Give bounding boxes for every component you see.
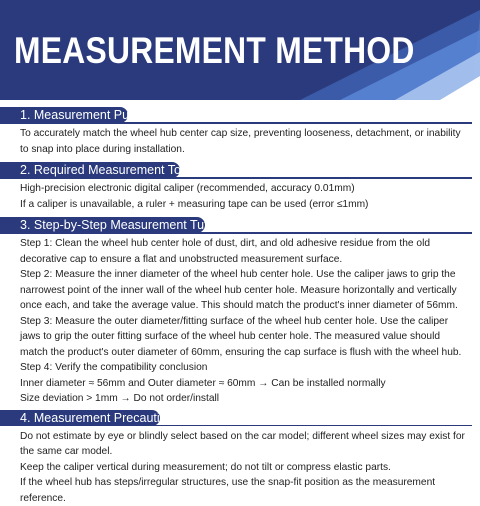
paragraph: Step 4: Verify the compatibility conclusion — [20, 362, 208, 373]
section-heading: 2. Required Measurement Tools — [20, 163, 197, 177]
content-area — [0, 107, 480, 506]
section-header-purpose — [0, 107, 480, 123]
section-header-tutorial — [0, 217, 480, 233]
paragraph: Do not estimate by eye or blindly select based on the car model; different wheel sizes may exist for the same car model. — [20, 430, 465, 457]
header-banner — [0, 0, 480, 100]
paragraph: If a caliper is unavailable, a ruler + measuring tape can be used (error ≤1mm) — [20, 198, 369, 210]
section-heading: 3. Step-by-Step Measurement Tutorial — [20, 218, 232, 232]
section-heading: 4. Measurement Precautions — [20, 410, 180, 425]
paragraph: High-precision electronic digital caliper (recommended, accuracy 0.01mm) — [20, 183, 355, 194]
paragraph: If the wheel hub has steps/irregular structures, use the snap-fit position as the measurement reference. — [20, 477, 436, 504]
paragraph: Step 2: Measure the inner diameter of the wheel hub center hole. Use the caliper jaws to grip the narrowest point of the inner wall of the wheel hub center hole. Measure horizontally and vertically once each, and take the average value. This should match the product's inner diameter of 56mm. — [20, 269, 458, 311]
section-header-tools — [0, 162, 480, 178]
paragraph: Step 3: Measure the outer diameter/fitting surface of the wheel hub center hole. Use the caliper jaws to grip the outer fitting surface of the wheel hub center hole. The measured value should match the product's outer diameter of 60mm, ensuring the cap surface is flush with the wheel hub. — [20, 315, 462, 358]
page-title: MEASUREMENT METHOD — [14, 30, 415, 71]
paragraph: To accurately match the wheel hub center cap size, preventing looseness, detachment, or inability to snap into place during installation. — [20, 128, 461, 155]
paragraph: Keep the caliper vertical during measurement; do not tilt or compress elastic parts. — [20, 461, 391, 473]
section-heading: 1. Measurement Purpose — [20, 108, 161, 122]
section-header-precautions — [0, 410, 480, 426]
paragraph: Size deviation > 1mm → Do not order/install — [20, 393, 220, 404]
paragraph: Inner diameter ≈ 56mm and Outer diameter ≈ 60mm → Can be installed normally — [20, 377, 386, 389]
paragraph: Step 1: Clean the wheel hub center hole of dust, dirt, and old adhesive residue from the old decorative cap to ensure a flat and unobstructed measurement surface. — [20, 238, 431, 265]
